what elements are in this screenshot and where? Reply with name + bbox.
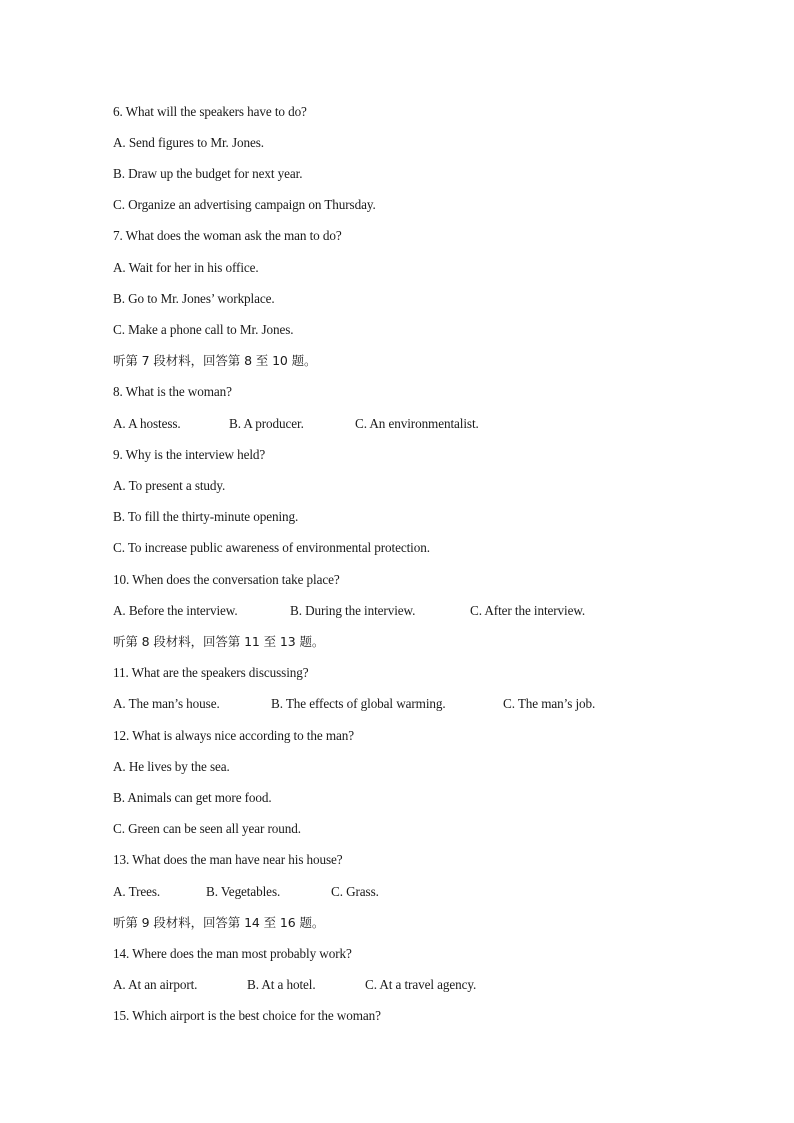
section-header-9: 听第 9 段材料，回答第 14 至 16 题。 — [113, 915, 325, 930]
question-7-option-b: B. Go to Mr. Jones’ workplace. — [113, 291, 275, 306]
question-6-option-c: C. Organize an advertising campaign on Thursday. — [113, 197, 376, 212]
question-14-stem: 14. Where does the man most probably work? — [113, 946, 352, 961]
question-14-option-c: C. At a travel agency. — [365, 977, 477, 992]
question-12-option-c: C. Green can be seen all year round. — [113, 821, 301, 836]
question-14-option-b: B. At a hotel. — [247, 977, 316, 992]
question-9-option-a: A. To present a study. — [113, 478, 226, 493]
question-10-stem: 10. When does the conversation take place? — [113, 572, 340, 587]
question-10-option-a: A. Before the interview. — [113, 603, 238, 618]
question-11-option-b: B. The effects of global warming. — [271, 696, 446, 711]
question-8-option-c: C. An environmentalist. — [355, 416, 479, 431]
question-12-stem: 12. What is always nice according to the man? — [113, 728, 354, 743]
section-header-8: 听第 8 段材料，回答第 11 至 13 题。 — [113, 634, 325, 649]
question-11-option-c: C. The man’s job. — [503, 696, 596, 711]
question-9-option-c: C. To increase public awareness of environmental protection. — [113, 540, 430, 555]
question-15-stem: 15. Which airport is the best choice for the woman? — [113, 1008, 381, 1023]
question-11-stem: 11. What are the speakers discussing? — [113, 665, 309, 680]
question-9-stem: 9. Why is the interview held? — [113, 447, 266, 462]
question-7-option-a: A. Wait for her in his office. — [113, 260, 259, 275]
question-10-option-b: B. During the interview. — [290, 603, 416, 618]
question-11-option-a: A. The man’s house. — [113, 696, 220, 711]
question-12-option-b: B. Animals can get more food. — [113, 790, 272, 805]
question-6-stem: 6. What will the speakers have to do? — [113, 104, 307, 119]
question-8-option-a: A. A hostess. — [113, 416, 181, 431]
question-13-option-c: C. Grass. — [331, 884, 379, 899]
question-9-option-b: B. To fill the thirty-minute opening. — [113, 509, 299, 524]
question-8-stem: 8. What is the woman? — [113, 384, 232, 399]
section-header-7: 听第 7 段材料，回答第 8 至 10 题。 — [113, 353, 317, 368]
question-10-option-c: C. After the interview. — [470, 603, 586, 618]
question-8-option-b: B. A producer. — [229, 416, 304, 431]
question-12-option-a: A. He lives by the sea. — [113, 759, 230, 774]
question-13-option-a: A. Trees. — [113, 884, 161, 899]
question-6-option-b: B. Draw up the budget for next year. — [113, 166, 303, 181]
question-13-stem: 13. What does the man have near his house? — [113, 852, 343, 867]
question-14-option-a: A. At an airport. — [113, 977, 198, 992]
question-6-option-a: A. Send figures to Mr. Jones. — [113, 135, 264, 150]
question-7-stem: 7. What does the woman ask the man to do? — [113, 228, 342, 243]
question-13-option-b: B. Vegetables. — [206, 884, 281, 899]
question-7-option-c: C. Make a phone call to Mr. Jones. — [113, 322, 294, 337]
